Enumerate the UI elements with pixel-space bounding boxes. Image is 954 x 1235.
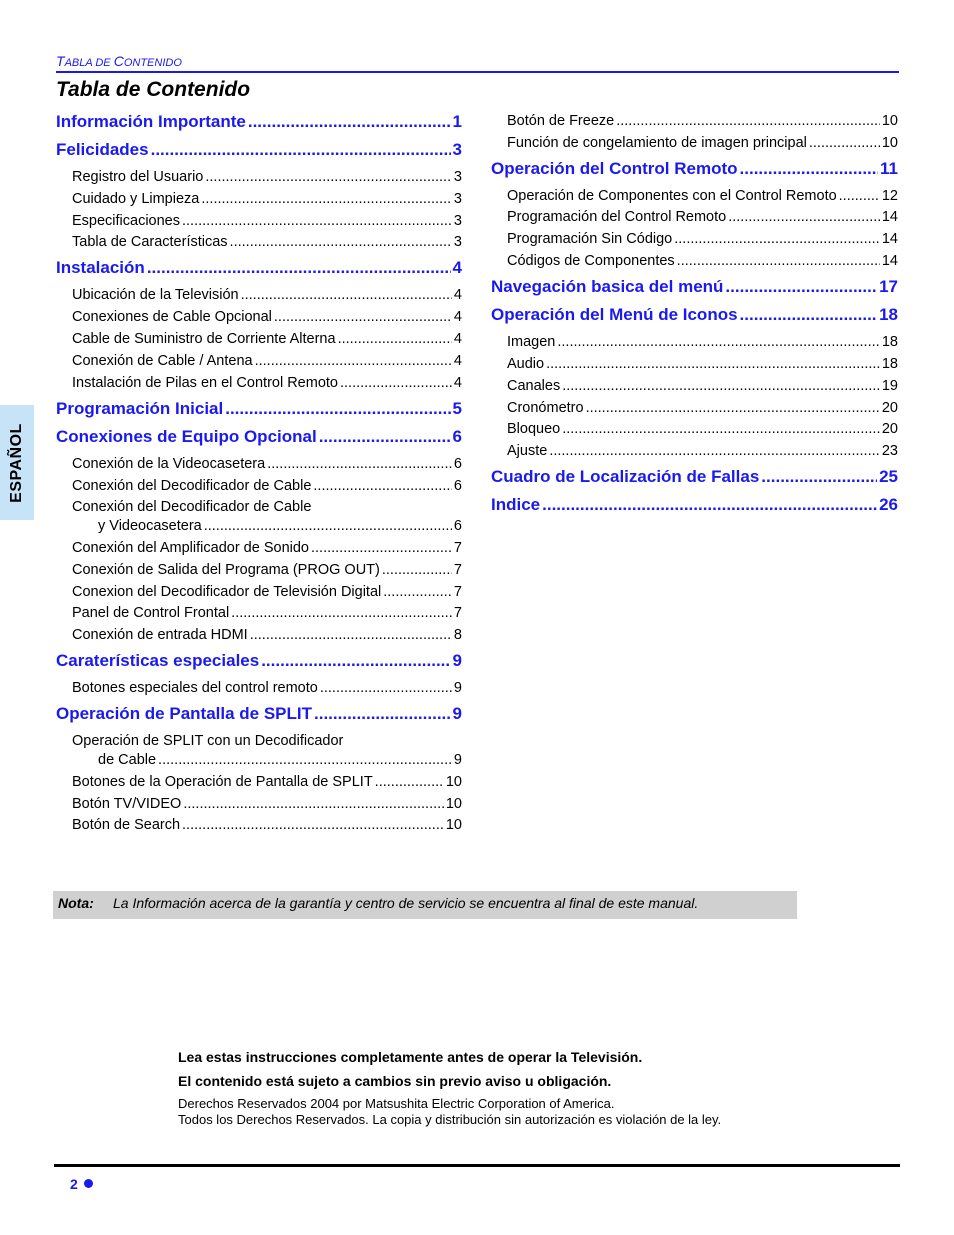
toc-subentry[interactable] xyxy=(507,209,898,228)
toc-subentry[interactable] xyxy=(507,421,898,440)
toc-entry-title: Conexión de Cable / Antena xyxy=(72,353,253,369)
toc-page-number: 3 xyxy=(453,234,462,250)
toc-page-number: 26 xyxy=(879,495,898,514)
toc-leader-dots xyxy=(151,140,451,160)
toc-entry-title: Ajuste xyxy=(507,443,548,459)
toc-page-number: 23 xyxy=(881,443,898,459)
toc-entry-title: Instalación xyxy=(56,258,145,277)
toc-page-number: 25 xyxy=(879,467,898,486)
language-tab xyxy=(0,405,34,520)
toc-page-number: 4 xyxy=(453,375,462,391)
toc-leader-dots xyxy=(204,518,452,534)
toc-entry-title: Conexión de la Videocasetera xyxy=(72,456,266,472)
toc-subentry[interactable] xyxy=(507,356,898,375)
toc-subentry[interactable] xyxy=(72,584,462,603)
toc-subentry[interactable] xyxy=(72,796,462,815)
toc-leader-dots xyxy=(562,421,880,437)
toc-leader-dots xyxy=(725,277,877,297)
toc-leader-dots xyxy=(586,400,880,416)
toc-leader-dots xyxy=(616,113,880,129)
toc-entry-title: Operación del Control Remoto xyxy=(491,159,738,178)
toc-subentry[interactable] xyxy=(72,331,462,350)
toc-entry-title: Botón de Freeze xyxy=(507,113,615,129)
toc-subentry[interactable] xyxy=(507,231,898,250)
bottom-rule xyxy=(54,1164,900,1167)
toc-page-number: 3 xyxy=(453,191,462,207)
toc-entry-title: Cronómetro xyxy=(507,400,584,416)
toc-leader-dots xyxy=(809,135,880,151)
language-tab-label: ESPAÑOL xyxy=(8,422,25,503)
toc-subentry[interactable] xyxy=(507,253,898,272)
toc-section[interactable] xyxy=(491,305,898,327)
toc-leader-dots xyxy=(338,331,452,347)
toc-entry-title: Indice xyxy=(491,495,541,514)
toc-page-number: 18 xyxy=(881,334,898,350)
toc-leader-dots xyxy=(549,443,880,459)
toc-page-number: 4 xyxy=(453,309,462,325)
toc-page-number: 14 xyxy=(881,231,898,247)
toc-leader-dots xyxy=(313,478,452,494)
toc-entry-title: Bloqueo xyxy=(507,421,561,437)
toc-subentry[interactable] xyxy=(507,188,898,207)
toc-leader-dots xyxy=(205,169,452,185)
toc-page-number: 5 xyxy=(452,399,462,418)
toc-section[interactable] xyxy=(56,140,462,162)
toc-subentry[interactable] xyxy=(507,113,898,132)
toc-entry-title: Conexión de entrada HDMI xyxy=(72,627,248,643)
toc-entry-title: Programación Sin Código xyxy=(507,231,673,247)
toc-leader-dots xyxy=(542,495,877,515)
toc-page-number: 6 xyxy=(453,518,462,534)
toc-page-number: 19 xyxy=(881,378,898,394)
note-label: Nota: xyxy=(58,895,94,911)
toc-subentry[interactable] xyxy=(72,169,462,188)
toc-leader-dots xyxy=(375,774,444,790)
toc-page-number: 4 xyxy=(453,331,462,347)
toc-leader-dots xyxy=(201,191,452,207)
toc-leader-dots xyxy=(314,704,451,724)
toc-entry-title: Ubicación de la Televisión xyxy=(72,287,239,303)
toc-leader-dots xyxy=(319,427,451,447)
toc-entry-title: Panel de Control Frontal xyxy=(72,605,230,621)
toc-leader-dots xyxy=(182,213,452,229)
toc-subentry[interactable] xyxy=(72,191,462,210)
toc-page-number: 3 xyxy=(453,169,462,185)
toc-page-number: 6 xyxy=(452,427,462,446)
toc-subentry[interactable] xyxy=(72,213,462,232)
toc-entry-title: Función de congelamiento de imagen principal xyxy=(507,135,807,151)
page-number: 2 xyxy=(70,1176,78,1192)
toc-page-number: 9 xyxy=(453,752,462,768)
toc-leader-dots xyxy=(241,287,452,303)
toc-page-number: 1 xyxy=(452,112,462,131)
note-box xyxy=(53,891,797,919)
toc-page-number: 3 xyxy=(452,140,462,159)
toc-section[interactable] xyxy=(56,704,462,726)
toc-page-number: 14 xyxy=(881,209,898,225)
toc-leader-dots xyxy=(740,305,878,325)
toc-entry-title: Imagen xyxy=(507,334,556,350)
toc-leader-dots xyxy=(274,309,452,325)
toc-subentry[interactable] xyxy=(72,375,462,394)
toc-entry-title: Conexiones de Cable Opcional xyxy=(72,309,272,325)
toc-section[interactable] xyxy=(491,495,898,517)
toc-subentry[interactable] xyxy=(507,443,898,462)
toc-entry-title: Tabla de Características xyxy=(72,234,228,250)
toc-page-number: 7 xyxy=(453,584,462,600)
toc-page-number: 4 xyxy=(453,353,462,369)
toc-leader-dots xyxy=(255,353,452,369)
toc-section[interactable] xyxy=(56,399,462,421)
toc-entry-title: Audio xyxy=(507,356,545,372)
toc-page-number: 10 xyxy=(881,135,898,151)
toc-entry-title: Cuadro de Localización de Fallas xyxy=(491,467,760,486)
toc-subentry[interactable] xyxy=(72,540,462,559)
toc-page-number: 17 xyxy=(879,277,898,296)
toc-subentry[interactable] xyxy=(98,752,462,771)
toc-entry-title: Especificaciones xyxy=(72,213,180,229)
toc-leader-dots xyxy=(231,605,452,621)
toc-leader-dots xyxy=(677,253,880,269)
toc-page-number: 6 xyxy=(453,456,462,472)
note-text: La Información acerca de la garantía y centro de servicio se encuentra al final de este manual. xyxy=(113,895,699,911)
toc-section[interactable] xyxy=(56,427,462,449)
toc-entry-title: Cuidado y Limpieza xyxy=(72,191,200,207)
toc-subentry[interactable] xyxy=(72,817,462,836)
footer-line-2: El contenido está sujeto a cambios sin previo aviso u obligación. xyxy=(178,1073,612,1089)
toc-subentry[interactable] xyxy=(72,353,462,372)
toc-subentry[interactable] xyxy=(507,378,898,397)
toc-entry-title: Conexión del Decodificador de Cable xyxy=(72,499,312,515)
toc-entry-title: Registro del Usuario xyxy=(72,169,204,185)
toc-page-number: 10 xyxy=(445,774,462,790)
toc-page-number: 8 xyxy=(453,627,462,643)
toc-page-number: 3 xyxy=(453,213,462,229)
toc-subentry[interactable] xyxy=(72,456,462,475)
toc-subentry[interactable] xyxy=(72,309,462,328)
toc-page-number: 14 xyxy=(881,253,898,269)
toc-subentry[interactable] xyxy=(72,562,462,581)
toc-leader-dots xyxy=(839,188,880,204)
toc-entry-title: Felicidades xyxy=(56,140,149,159)
toc-entry-title: Información Importante xyxy=(56,112,246,131)
toc-page-number: 10 xyxy=(445,796,462,812)
toc-page-number: 9 xyxy=(452,704,462,723)
toc-page-number: 10 xyxy=(445,817,462,833)
toc-section[interactable] xyxy=(491,277,898,299)
toc-entry-title: Códigos de Componentes xyxy=(507,253,675,269)
toc-page-number: 9 xyxy=(453,680,462,696)
toc-leader-dots xyxy=(230,234,452,250)
toc-leader-dots xyxy=(250,627,452,643)
toc-subentry[interactable] xyxy=(72,478,462,497)
toc-subentry[interactable] xyxy=(507,334,898,353)
toc-section[interactable] xyxy=(56,258,462,280)
footer-line-1: Lea estas instrucciones completamente antes de operar la Televisión. xyxy=(178,1049,643,1065)
toc-page-number: 10 xyxy=(881,113,898,129)
toc-section[interactable] xyxy=(491,159,898,181)
toc-leader-dots xyxy=(311,540,452,556)
toc-subentry[interactable] xyxy=(507,400,898,419)
toc-page-number: 4 xyxy=(453,287,462,303)
toc-entry-title: Canales xyxy=(507,378,561,394)
toc-leader-dots xyxy=(248,112,451,132)
toc-subentry[interactable] xyxy=(72,680,462,699)
toc-entry-title: Operación del Menú de Iconos xyxy=(491,305,738,324)
toc-entry-title: Instalación de Pilas en el Control Remoto xyxy=(72,375,338,391)
toc-leader-dots xyxy=(267,456,452,472)
toc-leader-dots xyxy=(557,334,879,350)
toc-page-number: 7 xyxy=(453,605,462,621)
toc-leader-dots xyxy=(728,209,880,225)
toc-leader-dots xyxy=(382,562,452,578)
footer-line-3: Derechos Reservados 2004 por Matsushita Electric Corporation of America. xyxy=(178,1096,615,1111)
toc-subentry[interactable] xyxy=(72,774,462,793)
toc-entry-title: Botón de Search xyxy=(72,817,181,833)
toc-leader-dots xyxy=(147,258,451,278)
toc-page-number: 12 xyxy=(881,188,898,204)
toc-leader-dots xyxy=(562,378,880,394)
toc-entry-title: Conexiones de Equipo Opcional xyxy=(56,427,317,446)
toc-leader-dots xyxy=(320,680,452,696)
toc-leader-dots xyxy=(340,375,452,391)
toc-subentry[interactable] xyxy=(507,135,898,154)
toc-subentry[interactable] xyxy=(98,518,462,537)
toc-page-number: 9 xyxy=(452,651,462,670)
toc-entry-title: Programación Inicial xyxy=(56,399,224,418)
toc-entry-title: Conexión del Amplificador de Sonido xyxy=(72,540,309,556)
toc-page-number: 18 xyxy=(881,356,898,372)
toc-page-number: 7 xyxy=(453,540,462,556)
toc-page-number: 18 xyxy=(879,305,898,324)
page-title: Tabla de Contenido xyxy=(56,78,251,101)
toc-leader-dots xyxy=(674,231,880,247)
toc-section[interactable] xyxy=(56,651,462,673)
toc-leader-dots xyxy=(261,651,450,671)
toc-entry-title: Botones de la Operación de Pantalla de SPLIT xyxy=(72,774,373,790)
toc-page-number: 7 xyxy=(453,562,462,578)
toc-entry-title: Navegación basica del menú xyxy=(491,277,724,296)
toc-entry-title: Caraterísticas especiales xyxy=(56,651,260,670)
toc-entry-title: Operación de Componentes con el Control Remoto xyxy=(507,188,837,204)
toc-leader-dots xyxy=(761,467,877,487)
toc-entry-title: y Videocasetera xyxy=(98,518,202,534)
toc-entry-title: Operación de Pantalla de SPLIT xyxy=(56,704,313,723)
toc-page-number: 20 xyxy=(881,421,898,437)
toc-entry-title: Botones especiales del control remoto xyxy=(72,680,318,696)
toc-entry-title: Conexión de Salida del Programa (PROG OUT) xyxy=(72,562,380,578)
toc-entry-title: Operación de SPLIT con un Decodificador xyxy=(72,733,344,749)
toc-leader-dots xyxy=(183,796,444,812)
toc-entry-title: Programación del Control Remoto xyxy=(507,209,727,225)
toc-leader-dots xyxy=(740,159,878,179)
page-bullet-icon xyxy=(84,1179,93,1188)
toc-page-number: 4 xyxy=(452,258,462,277)
toc-page-number: 20 xyxy=(881,400,898,416)
toc-leader-dots xyxy=(383,584,452,600)
toc-entry-title: Conexion del Decodificador de Televisión Digital xyxy=(72,584,382,600)
toc-subentry[interactable] xyxy=(72,234,462,253)
toc-entry-title: Cable de Suministro de Corriente Alterna xyxy=(72,331,336,347)
running-head xyxy=(56,53,899,73)
toc-leader-dots xyxy=(225,399,450,419)
toc-entry-title: Conexión del Decodificador de Cable xyxy=(72,478,312,494)
toc-entry-title: de Cable xyxy=(98,752,157,768)
toc-subentry[interactable] xyxy=(72,627,462,646)
footer-notice xyxy=(178,1048,818,1128)
toc-subentry[interactable] xyxy=(72,287,462,306)
toc-leader-dots xyxy=(182,817,444,833)
toc-section[interactable] xyxy=(56,112,462,134)
toc-subentry[interactable] xyxy=(72,605,462,624)
toc-leader-dots xyxy=(158,752,452,768)
footer-line-4: Todos los Derechos Reservados. La copia y distribución sin autorización es violación de la ley. xyxy=(178,1112,722,1127)
toc-page-number: 6 xyxy=(453,478,462,494)
toc-page-number: 11 xyxy=(880,159,898,178)
toc-leader-dots xyxy=(546,356,880,372)
running-head-text: TABLA DE CONTENIDO xyxy=(56,53,182,69)
toc-entry-title: Botón TV/VIDEO xyxy=(72,796,182,812)
toc-section[interactable] xyxy=(491,467,898,489)
